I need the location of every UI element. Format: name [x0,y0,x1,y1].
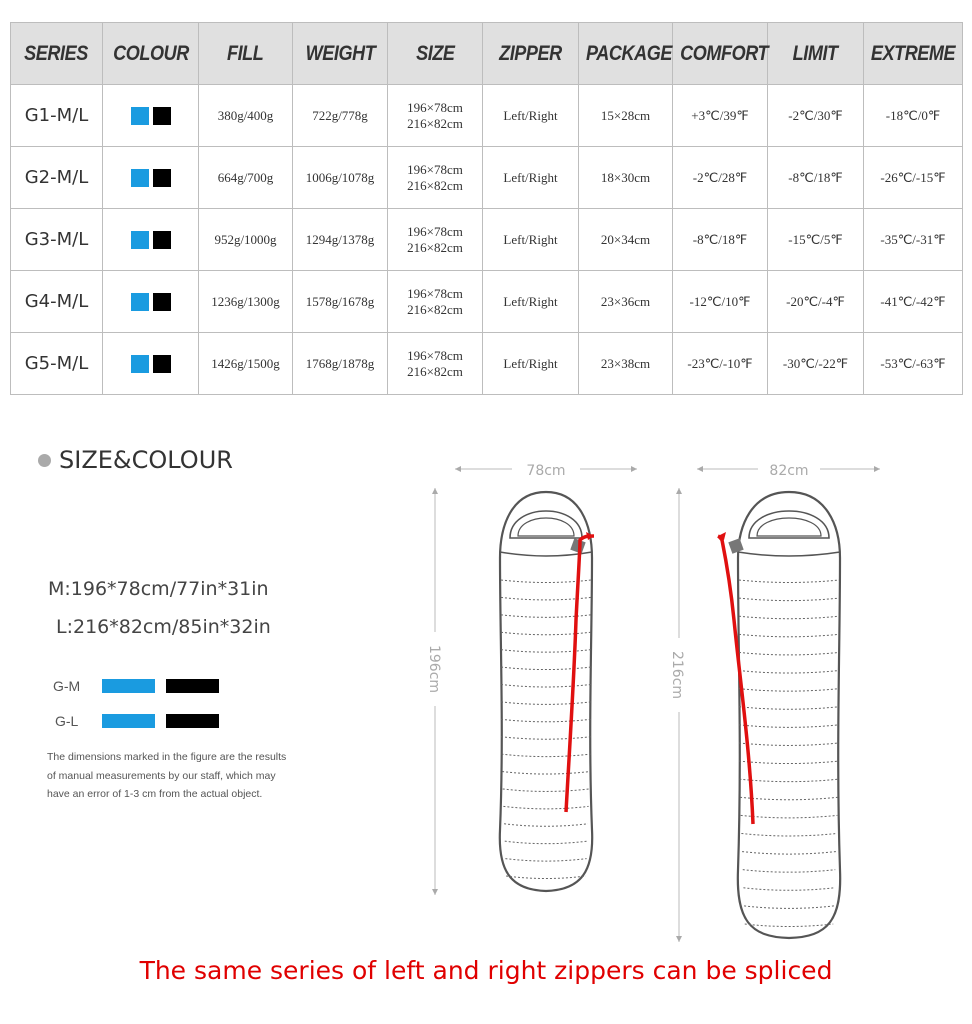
size-m: 196×78cm [407,161,463,177]
size-cell [388,209,483,271]
extreme-cell: -53℃/-63℉ [864,333,963,395]
fill-cell: 1426g/1500g [199,333,293,395]
sleeping-bag-m [500,492,594,891]
package-cell: 18×30cm [579,147,673,209]
colour-cell [103,333,199,395]
arrowhead-icon [676,488,682,494]
extreme-cell: -35℃/-31℉ [864,209,963,271]
m-length-label: 196cm [426,644,442,694]
limit-cell: -8℃/18℉ [768,147,864,209]
extreme-cell: -41℃/-42℉ [864,271,963,333]
header-colour: COLOUR [103,23,199,85]
variant-l-label: G-L [55,713,79,729]
dims-l-text: L:216*82cm/85in*32in [56,616,271,638]
fill-cell: 664g/700g [199,147,293,209]
size-m: 196×78cm [407,347,463,363]
zipper-cell: Left/Right [483,147,579,209]
comfort-cell: +3℃/39℉ [673,85,768,147]
size-l: 216×82cm [407,177,463,193]
series-cell: G1-M/L [11,85,103,147]
extreme-cell: -18℃/0℉ [864,85,963,147]
package-cell: 23×36cm [579,271,673,333]
size-m: 196×78cm [407,99,463,115]
sleeping-bag-l [718,492,840,938]
variant-m-label: G-M [53,678,81,694]
black-swatch [153,293,171,311]
spec-table [10,22,963,395]
sleeping-bag-diagram [400,440,900,950]
table-row [11,147,963,209]
header-comfort: COMFORT [673,23,768,85]
table-row [11,333,963,395]
arrowhead-icon [697,466,703,472]
colour-cell [103,209,199,271]
size-l: 216×82cm [407,301,463,317]
zipper-cell: Left/Right [483,209,579,271]
blue-swatch [131,107,149,125]
package-cell: 15×28cm [579,85,673,147]
size-l: 216×82cm [407,115,463,131]
comfort-cell: -8℃/18℉ [673,209,768,271]
colour-cell [103,147,199,209]
bullet-dot-icon [38,454,51,467]
fill-cell: 952g/1000g [199,209,293,271]
series-cell: G5-M/L [11,333,103,395]
size-cell [388,147,483,209]
header-limit: LIMIT [768,23,864,85]
arrowhead-icon [432,889,438,895]
table-row [11,209,963,271]
variant-l-black-swatch [166,714,219,728]
weight-cell: 722g/778g [293,85,388,147]
black-swatch [153,355,171,373]
series-cell: G3-M/L [11,209,103,271]
arrowhead-icon [455,466,461,472]
dims-m-text: M:196*78cm/77in*31in [48,578,269,600]
size-m: 196×78cm [407,285,463,301]
black-swatch [153,231,171,249]
blue-swatch [131,169,149,187]
colour-cell [103,271,199,333]
arrowhead-icon [432,488,438,494]
package-cell: 23×38cm [579,333,673,395]
blue-swatch [131,293,149,311]
m-width-label: 78cm [526,463,566,479]
comfort-cell: -23℃/-10℉ [673,333,768,395]
weight-cell: 1768g/1878g [293,333,388,395]
series-cell: G4-M/L [11,271,103,333]
size-cell [388,333,483,395]
size-l: 216×82cm [407,239,463,255]
weight-cell: 1578g/1678g [293,271,388,333]
header-size: SIZE [388,23,483,85]
header-package: PACKAGE [579,23,673,85]
limit-cell: -2℃/30℉ [768,85,864,147]
extreme-cell: -26℃/-15℉ [864,147,963,209]
black-swatch [153,107,171,125]
colour-cell [103,85,199,147]
fill-cell: 380g/400g [199,85,293,147]
heading-text: SIZE&COLOUR [59,446,233,474]
fill-cell: 1236g/1300g [199,271,293,333]
size-cell [388,271,483,333]
size-cell [388,85,483,147]
header-fill: FILL [199,23,293,85]
zipper-cell: Left/Right [483,333,579,395]
variant-m-black-swatch [166,679,219,693]
l-length-label: 216cm [669,650,685,700]
blue-swatch [131,355,149,373]
arrowhead-icon [676,936,682,942]
bag-outline-l [738,492,840,938]
table-header-row [11,23,963,85]
header-extreme: EXTREME [864,23,963,85]
measurement-note: The dimensions marked in the figure are the results of manual measurements by our staff, which may have an error of 1-3 cm from the actual object. [47,751,287,800]
zipper-cell: Left/Right [483,85,579,147]
table-row [11,85,963,147]
weight-cell: 1294g/1378g [293,209,388,271]
header-series: SERIES [11,23,103,85]
size-colour-heading [38,446,233,474]
zipper-cell: Left/Right [483,271,579,333]
limit-cell: -30℃/-22℉ [768,333,864,395]
black-swatch [153,169,171,187]
header-weight: WEIGHT [293,23,388,85]
variant-m-blue-swatch [102,679,155,693]
table-row [11,271,963,333]
size-l: 216×82cm [407,363,463,379]
blue-swatch [131,231,149,249]
header-zipper: ZIPPER [483,23,579,85]
package-cell: 20×34cm [579,209,673,271]
comfort-cell: -2℃/28℉ [673,147,768,209]
arrowhead-icon [631,466,637,472]
size-m: 196×78cm [407,223,463,239]
limit-cell: -20℃/-4℉ [768,271,864,333]
variant-l-blue-swatch [102,714,155,728]
limit-cell: -15℃/5℉ [768,209,864,271]
weight-cell: 1006g/1078g [293,147,388,209]
l-width-label: 82cm [769,463,809,479]
zipper-caption: The same series of left and right zippers can be spliced [139,956,833,985]
arrowhead-icon [874,466,880,472]
comfort-cell: -12℃/10℉ [673,271,768,333]
series-cell: G2-M/L [11,147,103,209]
